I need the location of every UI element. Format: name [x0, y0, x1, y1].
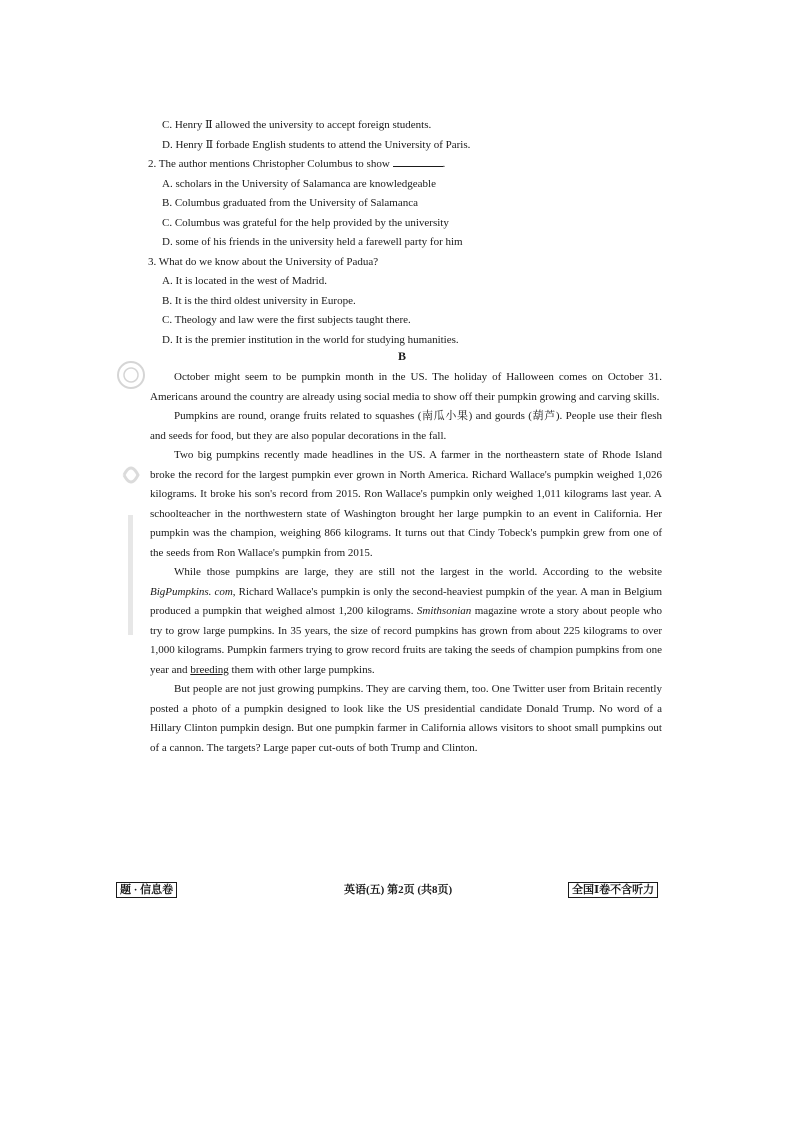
underlined-word: breeding — [190, 663, 229, 676]
reading-passage-b — [150, 368, 662, 758]
page-footer — [0, 882, 794, 902]
page-number: 英语(五) 第2页 (共8页) — [344, 884, 453, 896]
q2-option-b: B. Columbus graduated from the University of Salamanca — [162, 197, 418, 209]
q3-option-b: B. It is the third oldest university in Europe. — [162, 294, 356, 307]
q2-option-a: A. scholars in the University of Salamanca are knowledgeable — [162, 177, 436, 190]
paragraph-3: Two big pumpkins recently made headlines in the US. A farmer in the northeastern state of Rhode Island broke the record for the largest pumpkin ever grown in North America. Richard Wallace's pumpkin weighed 1,026 kilograms. It broke his son's record from 2015. Ron Wallace's pumpkin only weighed 1,011 kilograms last year. A schoolteacher in the northwestern state of Washington brought her large pumpkin to an event in California. Her pumpkin was the champion, weighing 866 kilograms. It turns out that Cindy Tobeck's pumpkin grew from one of the seeds from Ron Wallace's pumpkin from 2015. — [150, 449, 662, 559]
q3-option-a: A. It is located in the west of Madrid. — [162, 275, 327, 287]
q3-option-c: C. Theology and law were the first subjects taught there. — [162, 314, 411, 326]
q1-option-c: C. Henry Ⅱ allowed the university to accept foreign students. — [162, 119, 432, 131]
question-options — [148, 116, 668, 350]
paragraph-4 — [150, 563, 662, 680]
q2-stem-text: 2. The author mentions Christopher Columbus to show — [148, 158, 390, 170]
magazine-name: Smithsonian — [416, 605, 472, 617]
q3-option-d: D. It is the premier institution in the world for studying humanities. — [162, 333, 459, 346]
seal-watermark — [116, 345, 146, 645]
q2-option-c: C. Columbus was grateful for the help provided by the university — [162, 216, 449, 229]
answer-blank — [393, 155, 443, 167]
q2-option-d: D. some of his friends in the university held a farewell party for him — [162, 236, 463, 248]
p4-text-c: magazine wrote a story about people who try to grow large pumpkins. In 35 years, the size of record pumpkins has grown from about 225 kilograms to over 1,000 kilograms. Pumpkin farmers trying to grow record fruits are taking the seeds of champion pumpkins from one year and — [150, 605, 662, 676]
p4-text-a: While those pumpkins are large, they are still not the largest in the world. According to the website — [174, 566, 662, 578]
footer-right-label: 全国Ⅰ卷不含听力 — [568, 882, 658, 898]
paragraph-1: October might seem to be pumpkin month in the US. The holiday of Halloween comes on October 31. Americans around the country are already using social media to show off their pumpkin growing and carving skills. — [150, 371, 662, 403]
q1-option-d: D. Henry Ⅱ forbade English students to attend the University of Paris. — [162, 138, 471, 151]
q3-stem: 3. What do we know about the University of Padua? — [148, 255, 379, 268]
q2-stem — [148, 155, 668, 175]
section-b-title: B — [398, 349, 407, 363]
website-name: BigPumpkins. com — [150, 585, 233, 598]
paragraph-2: Pumpkins are round, orange fruits related to squashes (南瓜小果) and gourds (葫芦). People use their flesh and seeds for food, but they are also popular decorations in the fall. — [150, 410, 662, 442]
p4-text-b: , Richard Wallace's pumpkin is only the second-heaviest pumpkin of the year. A man in Belgium produced a pumpkin that weighed almost 1,200 kilograms. — [150, 585, 662, 617]
paragraph-5: But people are not just growing pumpkins. They are carving them, too. One Twitter user from Britain recently posted a photo of a pumpkin designed to look like the US presidential candidate Donald Trump. No word of a Hillary Clinton pumpkin design. But one pumpkin farmer in California allows visitors to shoot small pumpkins out of a cannon. The targets? Large paper cut-outs of both Trump and Clinton. — [150, 683, 662, 754]
p4-text-d: them with other large pumpkins. — [228, 663, 375, 676]
footer-left-label: 题 · 信息卷 — [116, 882, 177, 898]
q2-stem-end: . — [442, 158, 446, 170]
